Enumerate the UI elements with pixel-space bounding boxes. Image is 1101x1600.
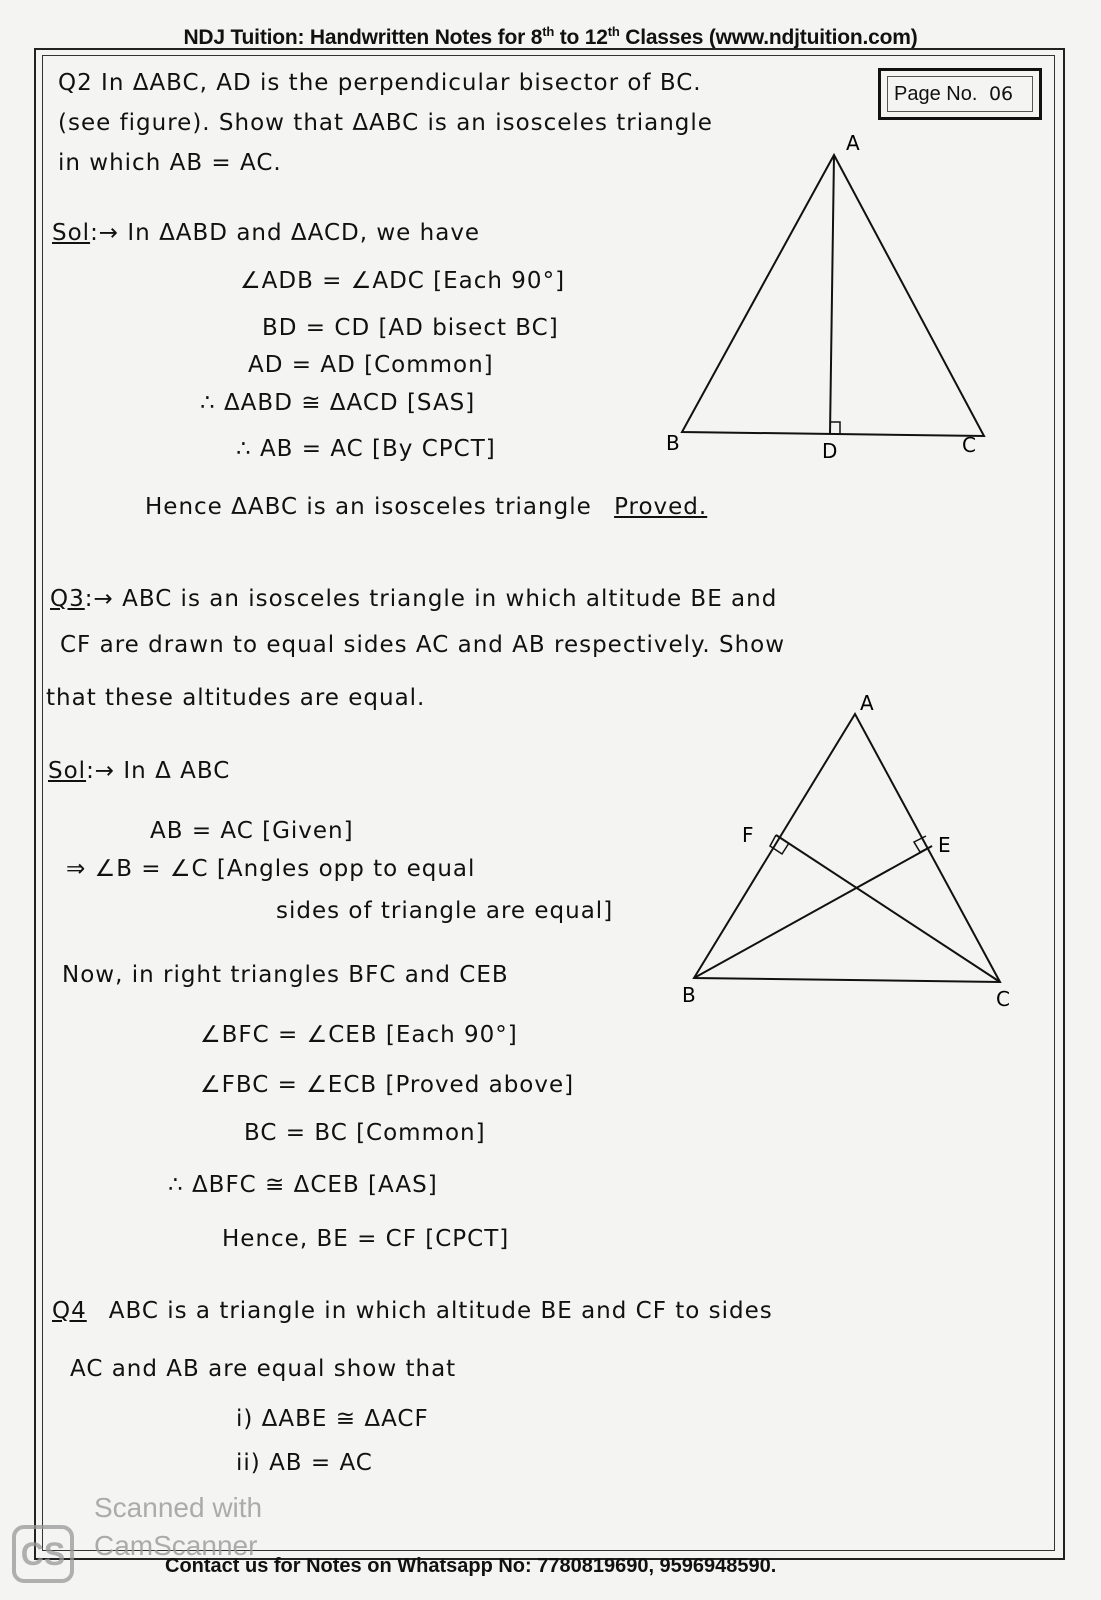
point-f-label: F [742,823,754,847]
q2-step: ∴ ΔABD ≅ ΔACD [SAS] [200,390,476,416]
altitude-be [694,846,932,978]
q2-step: BD = CD [AD bisect BC] [262,315,559,341]
point-e-label: E [938,833,951,857]
q3-triangle-figure [670,690,1030,1030]
altitude-cf [776,835,1000,982]
proved-mark: Proved. [614,494,708,520]
page-footer: Contact us for Notes on Whatsapp No: 7780819690, 9596948590. [165,1555,777,1577]
vertex-a-label: A [860,691,874,715]
q3-now-line: Now, in right triangles BFC and CEB [62,962,509,988]
vertex-c-label: C [996,987,1010,1011]
vertex-b-label: B [666,431,680,455]
watermark-line1: Scanned with [94,1492,263,1523]
q3-step: AB = AC [Given] [150,818,354,844]
vertex-b-label: B [682,983,696,1007]
q3-step: ∠BFC = ∠CEB [Each 90°] [200,1022,518,1048]
q2-step: ∴ AB = AC [By CPCT] [236,436,496,462]
q3-step: sides of triangle are equal] [276,898,614,924]
triangle-abc [694,714,1000,982]
q2-sol-label: Sol [52,220,91,246]
q3-line2: CF are drawn to equal sides AC and AB respectively. Show [60,632,786,658]
q3-line3: that these altitudes are equal. [46,685,426,711]
right-angle-mark [830,422,840,434]
q2-line1: Q2 In ΔABC, AD is the perpendicular bisector of BC. [58,70,702,96]
q3-step: BC = BC [Common] [244,1120,486,1146]
q2-triangle-figure [640,120,1020,480]
q4-item: i) ΔABE ≅ ΔACF [236,1406,429,1432]
q3-step: Hence, BE = CF [CPCT] [222,1226,510,1252]
q3-label: Q3 [50,586,85,612]
q2-step: ∠ADB = ∠ADC [Each 90°] [240,268,566,294]
q2-conclusion: Hence ΔABC is an isosceles triangle Proved. [145,494,708,520]
camscanner-logo: CS [12,1525,74,1583]
q2-line2: (see figure). Show that ΔABC is an isosceles triangle [58,110,713,136]
page-header: NDJ Tuition: Handwritten Notes for 8th to 12th Classes (www.ndjtuition.com) [183,24,918,49]
q3-solution-intro: Sol:→ In Δ ABC [48,758,231,784]
q3-step: ∠FBC = ∠ECB [Proved above] [200,1072,575,1098]
q3-sol-label: Sol [48,758,87,784]
q4-line2: AC and AB are equal show that [70,1356,457,1382]
watermark-line2: CamScanner [94,1530,258,1561]
page-number-label: Page No. [894,83,978,105]
q2-solution-intro: Sol:→ In ΔABD and ΔACD, we have [52,220,481,246]
q2-step: AD = AD [Common] [248,352,494,378]
q4-line1: Q4 ABC is a triangle in which altitude BE and CF to sides [52,1298,773,1324]
q3-line1: Q3:→ ABC is an isosceles triangle in which altitude BE and [50,586,778,612]
q3-step: ⇒ ∠B = ∠C [Angles opp to equal [66,856,476,882]
page-number-box [878,68,1042,120]
q2-line3: in which AB = AC. [58,150,282,176]
vertex-a-label: A [846,131,860,155]
q3-step: ∴ ΔBFC ≅ ΔCEB [AAS] [168,1172,438,1198]
perpendicular-ad [830,155,834,434]
q4-label: Q4 [52,1298,87,1324]
q4-item: ii) AB = AC [236,1450,373,1476]
page-number-value: 06 [988,83,1014,105]
vertex-c-label: C [962,433,976,457]
point-d-label: D [822,439,838,463]
